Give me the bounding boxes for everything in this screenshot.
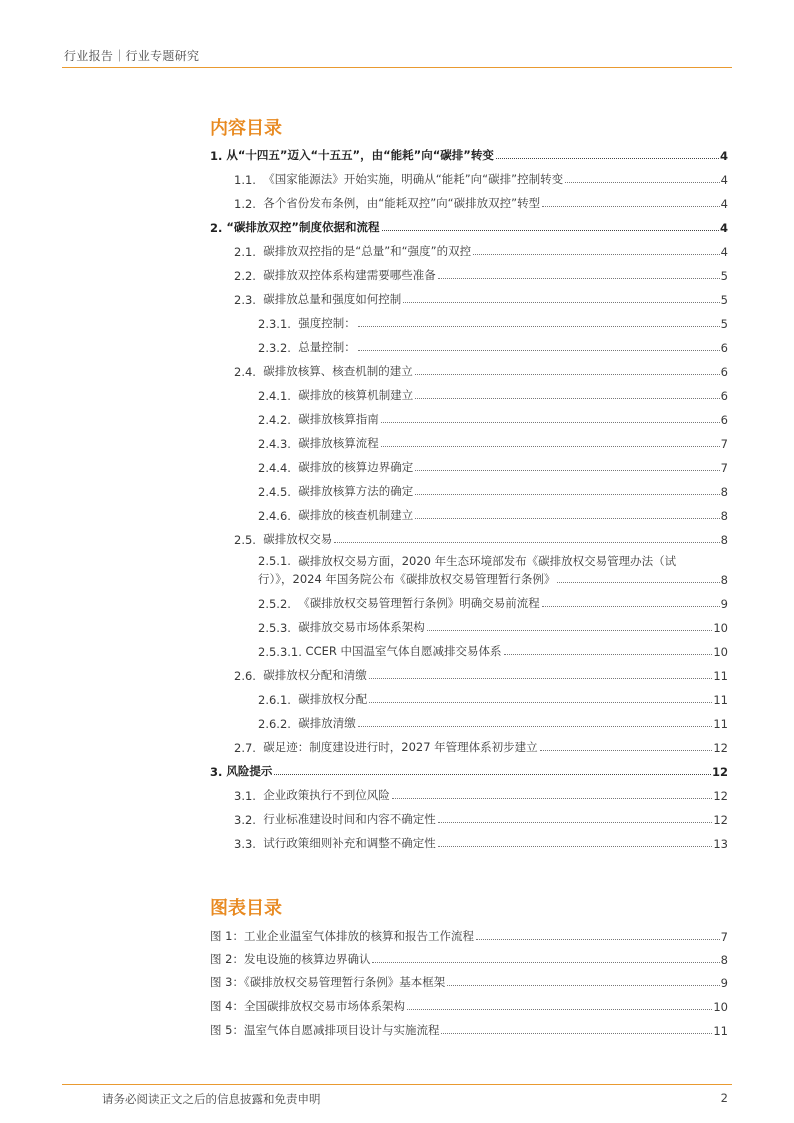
toc-entry-page: 8	[720, 533, 728, 547]
toc-entry-number: 2.	[210, 221, 227, 235]
toc-leader	[447, 985, 719, 986]
toc-leader	[441, 1033, 712, 1034]
toc-leader	[438, 822, 713, 823]
toc-entry-title: 碳排放总量和强度如何控制	[263, 292, 402, 306]
toc-entry-number: 2.4.1.	[258, 389, 299, 403]
toc-leader	[476, 939, 720, 940]
toc-leader	[415, 518, 719, 519]
figure-entry[interactable]	[210, 949, 728, 967]
toc-entry[interactable]	[234, 809, 728, 827]
toc-leader	[334, 542, 719, 543]
toc-leader	[358, 326, 720, 327]
toc-entry-first-line[interactable]	[258, 553, 676, 569]
toc-entry-number: 2.5.3.1.	[258, 645, 306, 659]
toc-leader	[438, 278, 720, 279]
toc-entry[interactable]	[258, 409, 728, 427]
toc-entry-page: 6	[720, 341, 728, 355]
toc-entry[interactable]	[210, 761, 728, 779]
toc-entry-number: 1.1.	[234, 173, 264, 187]
toc-entry-page: 4	[720, 173, 728, 187]
toc-entry-number: 2.5.2.	[258, 597, 299, 611]
toc-entry-number: 2.3.	[234, 293, 264, 307]
toc-entry-title: 碳排放核算、核查机制的建立	[263, 364, 413, 378]
toc-entry-number: 2.7.	[234, 741, 264, 755]
toc-entry-title: 《碳排放权交易管理暂行条例》明确交易前流程	[298, 596, 540, 610]
toc-entry-number: 2.2.	[234, 269, 264, 283]
toc-entry-title: 强度控制：	[298, 316, 356, 330]
toc-leader	[415, 494, 719, 495]
toc-entry-page: 11	[713, 669, 728, 683]
toc-entry-number: 2.4.3.	[258, 437, 299, 451]
toc-entry-page: 4	[720, 197, 728, 211]
toc-entry-title: 碳足迹：制度建设进行时，2027 年管理体系初步建立	[263, 740, 538, 754]
toc-entry[interactable]	[258, 385, 728, 403]
toc-entry-number: 2.4.4.	[258, 461, 299, 475]
toc-leader	[381, 422, 720, 423]
toc-entry-page: 8	[720, 573, 728, 587]
toc-leader	[415, 374, 720, 375]
toc-entry-page: 5	[720, 293, 728, 307]
toc-leader	[565, 182, 720, 183]
toc-entry-page: 11	[713, 717, 728, 731]
toc-leader	[369, 678, 713, 679]
toc-leader	[415, 398, 719, 399]
figure-entry-title: 图 4：全国碳排放权交易市场体系架构	[210, 999, 405, 1013]
figure-entry[interactable]	[210, 996, 728, 1014]
figure-entry[interactable]	[210, 972, 728, 990]
toc-entry-title: CCER 中国温室气体自愿减排交易体系	[305, 644, 502, 658]
toc-entry-number: 2.4.6.	[258, 509, 299, 523]
toc-entry-page: 7	[720, 461, 728, 475]
toc-entry[interactable]	[258, 593, 728, 611]
toc-entry-page: 13	[713, 837, 728, 851]
toc-entry[interactable]	[234, 665, 728, 683]
toc-leader	[496, 158, 719, 159]
toc-entry[interactable]	[234, 265, 728, 283]
toc-entry-title: 碳排放核算方法的确定	[298, 484, 414, 498]
toc-entry-number: 2.5.1.	[258, 554, 299, 568]
toc-entry-title: 试行政策细则补充和调整不确定性	[263, 836, 436, 850]
toc-entry[interactable]	[258, 313, 728, 331]
toc-entry-title: 碳排放的核查机制建立	[298, 508, 414, 522]
toc-leader	[392, 798, 713, 799]
toc-entry-title: 风险提示	[226, 764, 273, 778]
toc-entry-title-continued: 行）》，2024 年国务院公布《碳排放权交易管理暂行条例》	[258, 572, 556, 586]
toc-entry-page: 11	[713, 693, 728, 707]
toc-entry-title: 企业政策执行不到位风险	[263, 788, 390, 802]
toc-entry-number: 1.	[210, 149, 227, 163]
toc-entry-page: 4	[719, 221, 728, 235]
toc-leader	[381, 446, 720, 447]
toc-entry-number: 3.1.	[234, 789, 264, 803]
toc-leader	[382, 230, 719, 231]
toc-entry-title: 碳排放双控指的是“总量”和“强度”的双控	[263, 244, 472, 258]
toc-entry-title: “碳排放双控”制度依据和流程	[226, 220, 380, 234]
toc-entry-title: 碳排放权交易	[263, 532, 333, 546]
toc-entry-title: 碳排放清缴	[298, 716, 356, 730]
toc-leader	[557, 582, 719, 583]
toc-entry-number: 3.2.	[234, 813, 264, 827]
toc-entry[interactable]	[234, 289, 728, 307]
toc-entry[interactable]	[258, 505, 728, 523]
figure-entry-title: 图 1：工业企业温室气体排放的核算和报告工作流程	[210, 929, 474, 943]
toc-leader	[407, 1009, 712, 1010]
figure-entry-page: 7	[720, 930, 728, 944]
toc-leader	[369, 702, 712, 703]
toc-entry-page: 12	[711, 765, 728, 779]
toc-entry-number: 2.4.5.	[258, 485, 299, 499]
toc-entry-page: 10	[713, 621, 728, 635]
toc-leader	[504, 654, 713, 655]
toc-entry-page: 12	[713, 789, 728, 803]
toc-entry[interactable]	[234, 529, 728, 547]
toc-entry[interactable]	[258, 481, 728, 499]
toc-leader	[415, 470, 719, 471]
toc-entry[interactable]	[210, 217, 728, 235]
figure-entry[interactable]	[210, 1020, 728, 1038]
report-header: 行业报告｜行业专题研究	[64, 49, 200, 63]
toc-leader	[438, 846, 713, 847]
toc-entry-number: 3.3.	[234, 837, 264, 851]
toc-leader	[427, 630, 713, 631]
toc-entry-page: 8	[720, 485, 728, 499]
toc-entry-number: 2.1.	[234, 245, 264, 259]
figure-entry-title: 图 5：温室气体自愿减排项目设计与实施流程	[210, 1023, 440, 1037]
toc-leader	[540, 750, 713, 751]
toc-entry[interactable]	[258, 569, 728, 587]
toc-entry-title: 总量控制：	[298, 340, 356, 354]
toc-entry-page: 6	[720, 413, 728, 427]
toc-entry[interactable]	[258, 689, 728, 707]
toc-entry-title: 《国家能源法》开始实施，明确从“能耗”向“碳排”控制转变	[263, 172, 564, 186]
toc-entry[interactable]	[234, 361, 728, 379]
toc-entry-title: 碳排放权分配和清缴	[263, 668, 367, 682]
toc-entry[interactable]	[258, 617, 728, 635]
header-divider	[62, 67, 732, 68]
toc-entry-number: 2.5.	[234, 533, 264, 547]
toc-entry-number: 2.3.1.	[258, 317, 299, 331]
toc-entry[interactable]	[210, 145, 728, 163]
toc-entry-title: 从“十四五”迈入“十五五”，由“能耗”向“碳排”转变	[226, 148, 494, 162]
toc-entry-number: 2.6.2.	[258, 717, 299, 731]
toc-leader	[358, 726, 713, 727]
toc-entry[interactable]	[258, 713, 728, 731]
toc-entry-page: 10	[713, 645, 728, 659]
toc-entry[interactable]	[258, 457, 728, 475]
toc-leader	[372, 962, 719, 963]
toc-entry-number: 2.3.2.	[258, 341, 299, 355]
toc-entry-page: 7	[720, 437, 728, 451]
toc-entry[interactable]	[234, 241, 728, 259]
toc-entry-page: 5	[720, 269, 728, 283]
toc-entry-title: 碳排放权交易方面，2020 年生态环境部发布《碳排放权交易管理办法（试	[298, 554, 677, 568]
toc-entry[interactable]	[234, 169, 728, 187]
toc-entry-title: 碳排放权分配	[298, 692, 368, 706]
toc-entry-page: 4	[719, 149, 728, 163]
footer-divider	[62, 1084, 732, 1085]
toc-entry-title: 碳排放双控体系构建需要哪些准备	[263, 268, 436, 282]
toc-leader	[358, 350, 720, 351]
toc-entry-number: 3.	[210, 765, 227, 779]
toc-entry-title: 行业标准建设时间和内容不确定性	[263, 812, 436, 826]
toc-entry-page: 8	[720, 509, 728, 523]
figure-entry[interactable]	[210, 926, 728, 944]
toc-entry-title: 碳排放交易市场体系架构	[298, 620, 425, 634]
toc-entry-page: 6	[720, 365, 728, 379]
page-number: 2	[720, 1091, 728, 1105]
figure-entry-page: 10	[713, 1000, 728, 1014]
toc-entry-page: 4	[720, 245, 728, 259]
toc-entry-title: 碳排放核算指南	[298, 412, 379, 426]
disclaimer-notice: 请务必阅读正文之后的信息披露和免责申明	[102, 1092, 321, 1106]
toc-entry-page: 12	[713, 813, 728, 827]
toc-entry-number: 2.4.	[234, 365, 264, 379]
toc-leader	[274, 774, 711, 775]
toc-entry[interactable]	[234, 737, 728, 755]
toc-entry-title: 各个省份发布条例，由“能耗双控”向“碳排放双控”转型	[263, 196, 541, 210]
toc-entry[interactable]	[234, 833, 728, 851]
toc-entry-number: 2.6.1.	[258, 693, 299, 707]
toc-entry-title: 碳排放的核算边界确定	[298, 460, 414, 474]
figure-entry-page: 8	[720, 953, 728, 967]
toc-entry[interactable]	[234, 785, 728, 803]
toc-leader	[403, 302, 719, 303]
toc-entry-title: 碳排放的核算机制建立	[298, 388, 414, 402]
toc-entry-page: 9	[720, 597, 728, 611]
toc-title: 内容目录	[210, 118, 282, 139]
toc-entry-number: 1.2.	[234, 197, 264, 211]
toc-entry-number: 2.5.3.	[258, 621, 299, 635]
toc-leader	[473, 254, 720, 255]
toc-leader	[542, 206, 720, 207]
figure-list-title: 图表目录	[210, 898, 282, 919]
figure-entry-page: 9	[720, 976, 728, 990]
toc-entry-page: 6	[720, 389, 728, 403]
toc-entry-title: 碳排放核算流程	[298, 436, 379, 450]
toc-entry[interactable]	[258, 433, 728, 451]
toc-leader	[542, 606, 720, 607]
toc-entry[interactable]	[258, 641, 728, 659]
toc-entry[interactable]	[234, 193, 728, 211]
toc-entry-number: 2.6.	[234, 669, 264, 683]
toc-entry-number: 2.4.2.	[258, 413, 299, 427]
figure-entry-title: 图 2：发电设施的核算边界确认	[210, 952, 371, 966]
toc-entry[interactable]	[258, 337, 728, 355]
toc-entry-page: 12	[713, 741, 728, 755]
toc-entry-page: 5	[720, 317, 728, 331]
figure-entry-page: 11	[713, 1024, 728, 1038]
figure-entry-title: 图 3：《碳排放权交易管理暂行条例》基本框架	[210, 975, 446, 989]
